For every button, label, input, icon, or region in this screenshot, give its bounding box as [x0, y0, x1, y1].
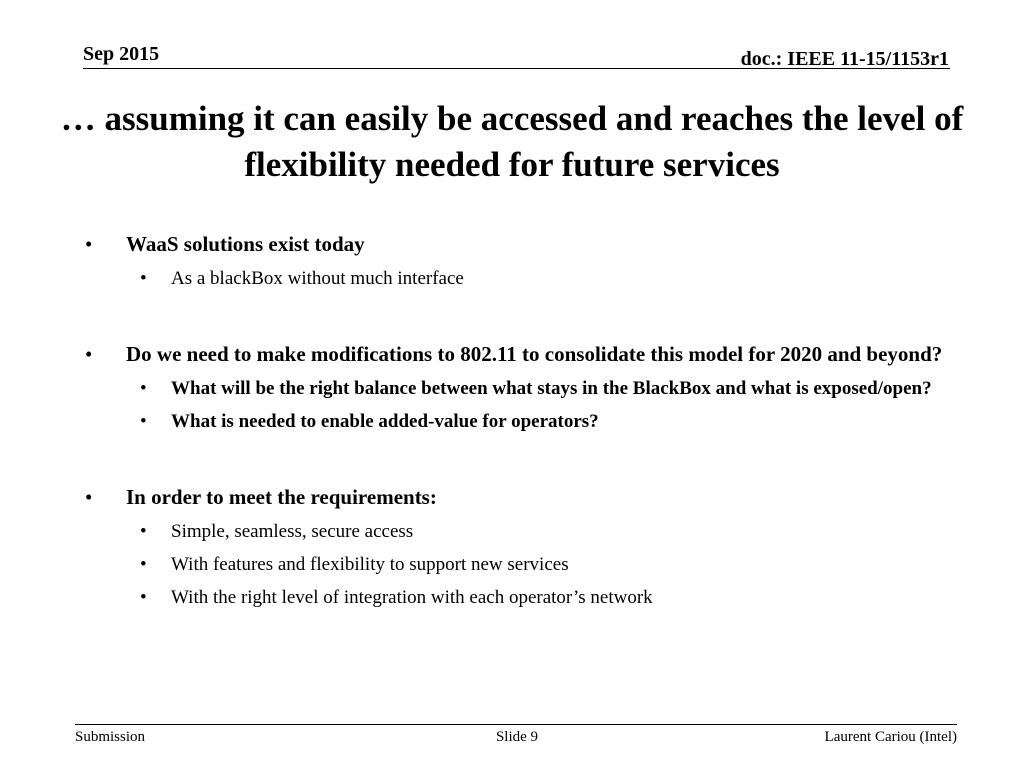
bullet-marker: • [85, 485, 93, 509]
bullet-marker: • [85, 342, 93, 366]
bullet-marker: • [140, 411, 147, 432]
slide-body [84, 229, 964, 611]
slide-title: … assuming it can easily be accessed and reaches the level of flexibility needed for future services [60, 99, 964, 184]
bullet-marker: • [140, 378, 147, 399]
sub-bullet-1-1: • As a blackBox without much interface [84, 266, 964, 292]
bullet-3: • In order to meet the requirements: [84, 482, 964, 512]
footer-submission: Submission [75, 729, 146, 745]
header-date: Sep 2015 [83, 43, 160, 65]
sub-bullet-2-2: • What is needed to enable added-value for operators? [84, 409, 964, 435]
sub-bullet-3-1: • Simple, seamless, secure access [84, 519, 964, 545]
bullet-marker: • [140, 268, 147, 289]
footer-divider [75, 724, 957, 725]
header-doc-id: doc.: IEEE 11-15/1153r1 [740, 48, 949, 70]
bullet-marker: • [140, 587, 147, 608]
bullet-2: • Do we need to make modifications to 802.11 to consolidate this model for 2020 and beyond? [84, 339, 964, 369]
footer-author: Laurent Cariou (Intel) [824, 729, 957, 745]
sub-bullet-3-3: • With the right level of integration with each operator’s network [84, 585, 964, 611]
bullet-marker: • [85, 232, 93, 256]
footer-slide-number: Slide 9 [495, 729, 539, 745]
bullet-1: • WaaS solutions exist today [84, 229, 964, 259]
sub-bullet-2-1: • What will be the right balance between what stays in the BlackBox and what is exposed/open? [84, 376, 964, 402]
header-divider [83, 68, 950, 69]
bullet-marker: • [140, 554, 147, 575]
sub-bullet-3-2: • With features and flexibility to support new services [84, 552, 964, 578]
bullet-marker: • [140, 521, 147, 542]
